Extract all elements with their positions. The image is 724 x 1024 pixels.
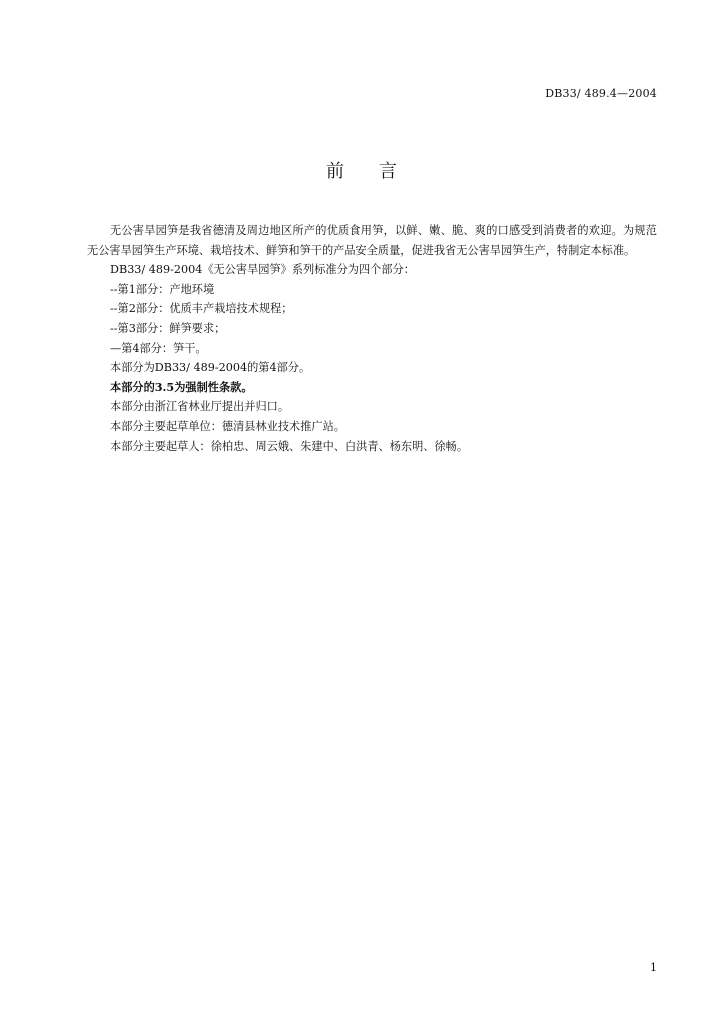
foreword-body	[87, 221, 657, 456]
part-4-line: —第4部分：笋干。	[110, 341, 207, 355]
part-1-line: --第1部分：产地环境	[110, 282, 215, 296]
intro-paragraph: 无公害旱园笋是我省德清及周边地区所产的优质食用笋，以鲜、嫩、脆、爽的口感受到消费者的欢迎。为规范无公害旱园笋生产环境、栽培技术、鲜笋和笋干的产品安全质量，促进我省无公害旱园笋生产，特制定本标准。	[87, 224, 657, 257]
document-code: DB33/ 489.4—2004	[545, 87, 657, 100]
drafters-line: 本部分主要起草人：徐柏忠、周云娥、朱建中、白洪青、杨东明、徐畅。	[110, 439, 469, 453]
this-part-line: 本部分为DB33/ 489-2004的第4部分。	[110, 361, 311, 375]
page-number: 1	[650, 961, 657, 974]
proposed-by-line: 本部分由浙江省林业厅提出并归口。	[110, 400, 290, 414]
mandatory-clause-line: 本部分的3.5为强制性条款。	[110, 379, 253, 394]
title-right-char: 言	[379, 161, 398, 182]
page-title	[0, 157, 724, 183]
drafting-unit-line: 本部分主要起草单位：德清县林业技术推广站。	[110, 419, 345, 433]
title-left-char: 前	[326, 161, 345, 182]
part-3-line: --第3部分：鲜笋要求；	[110, 321, 226, 335]
part-2-line: --第2部分：优质丰产栽培技术规程；	[110, 302, 293, 316]
series-line: DB33/ 489-2004《无公害旱园笋》系列标准分为四个部分：	[110, 263, 415, 277]
